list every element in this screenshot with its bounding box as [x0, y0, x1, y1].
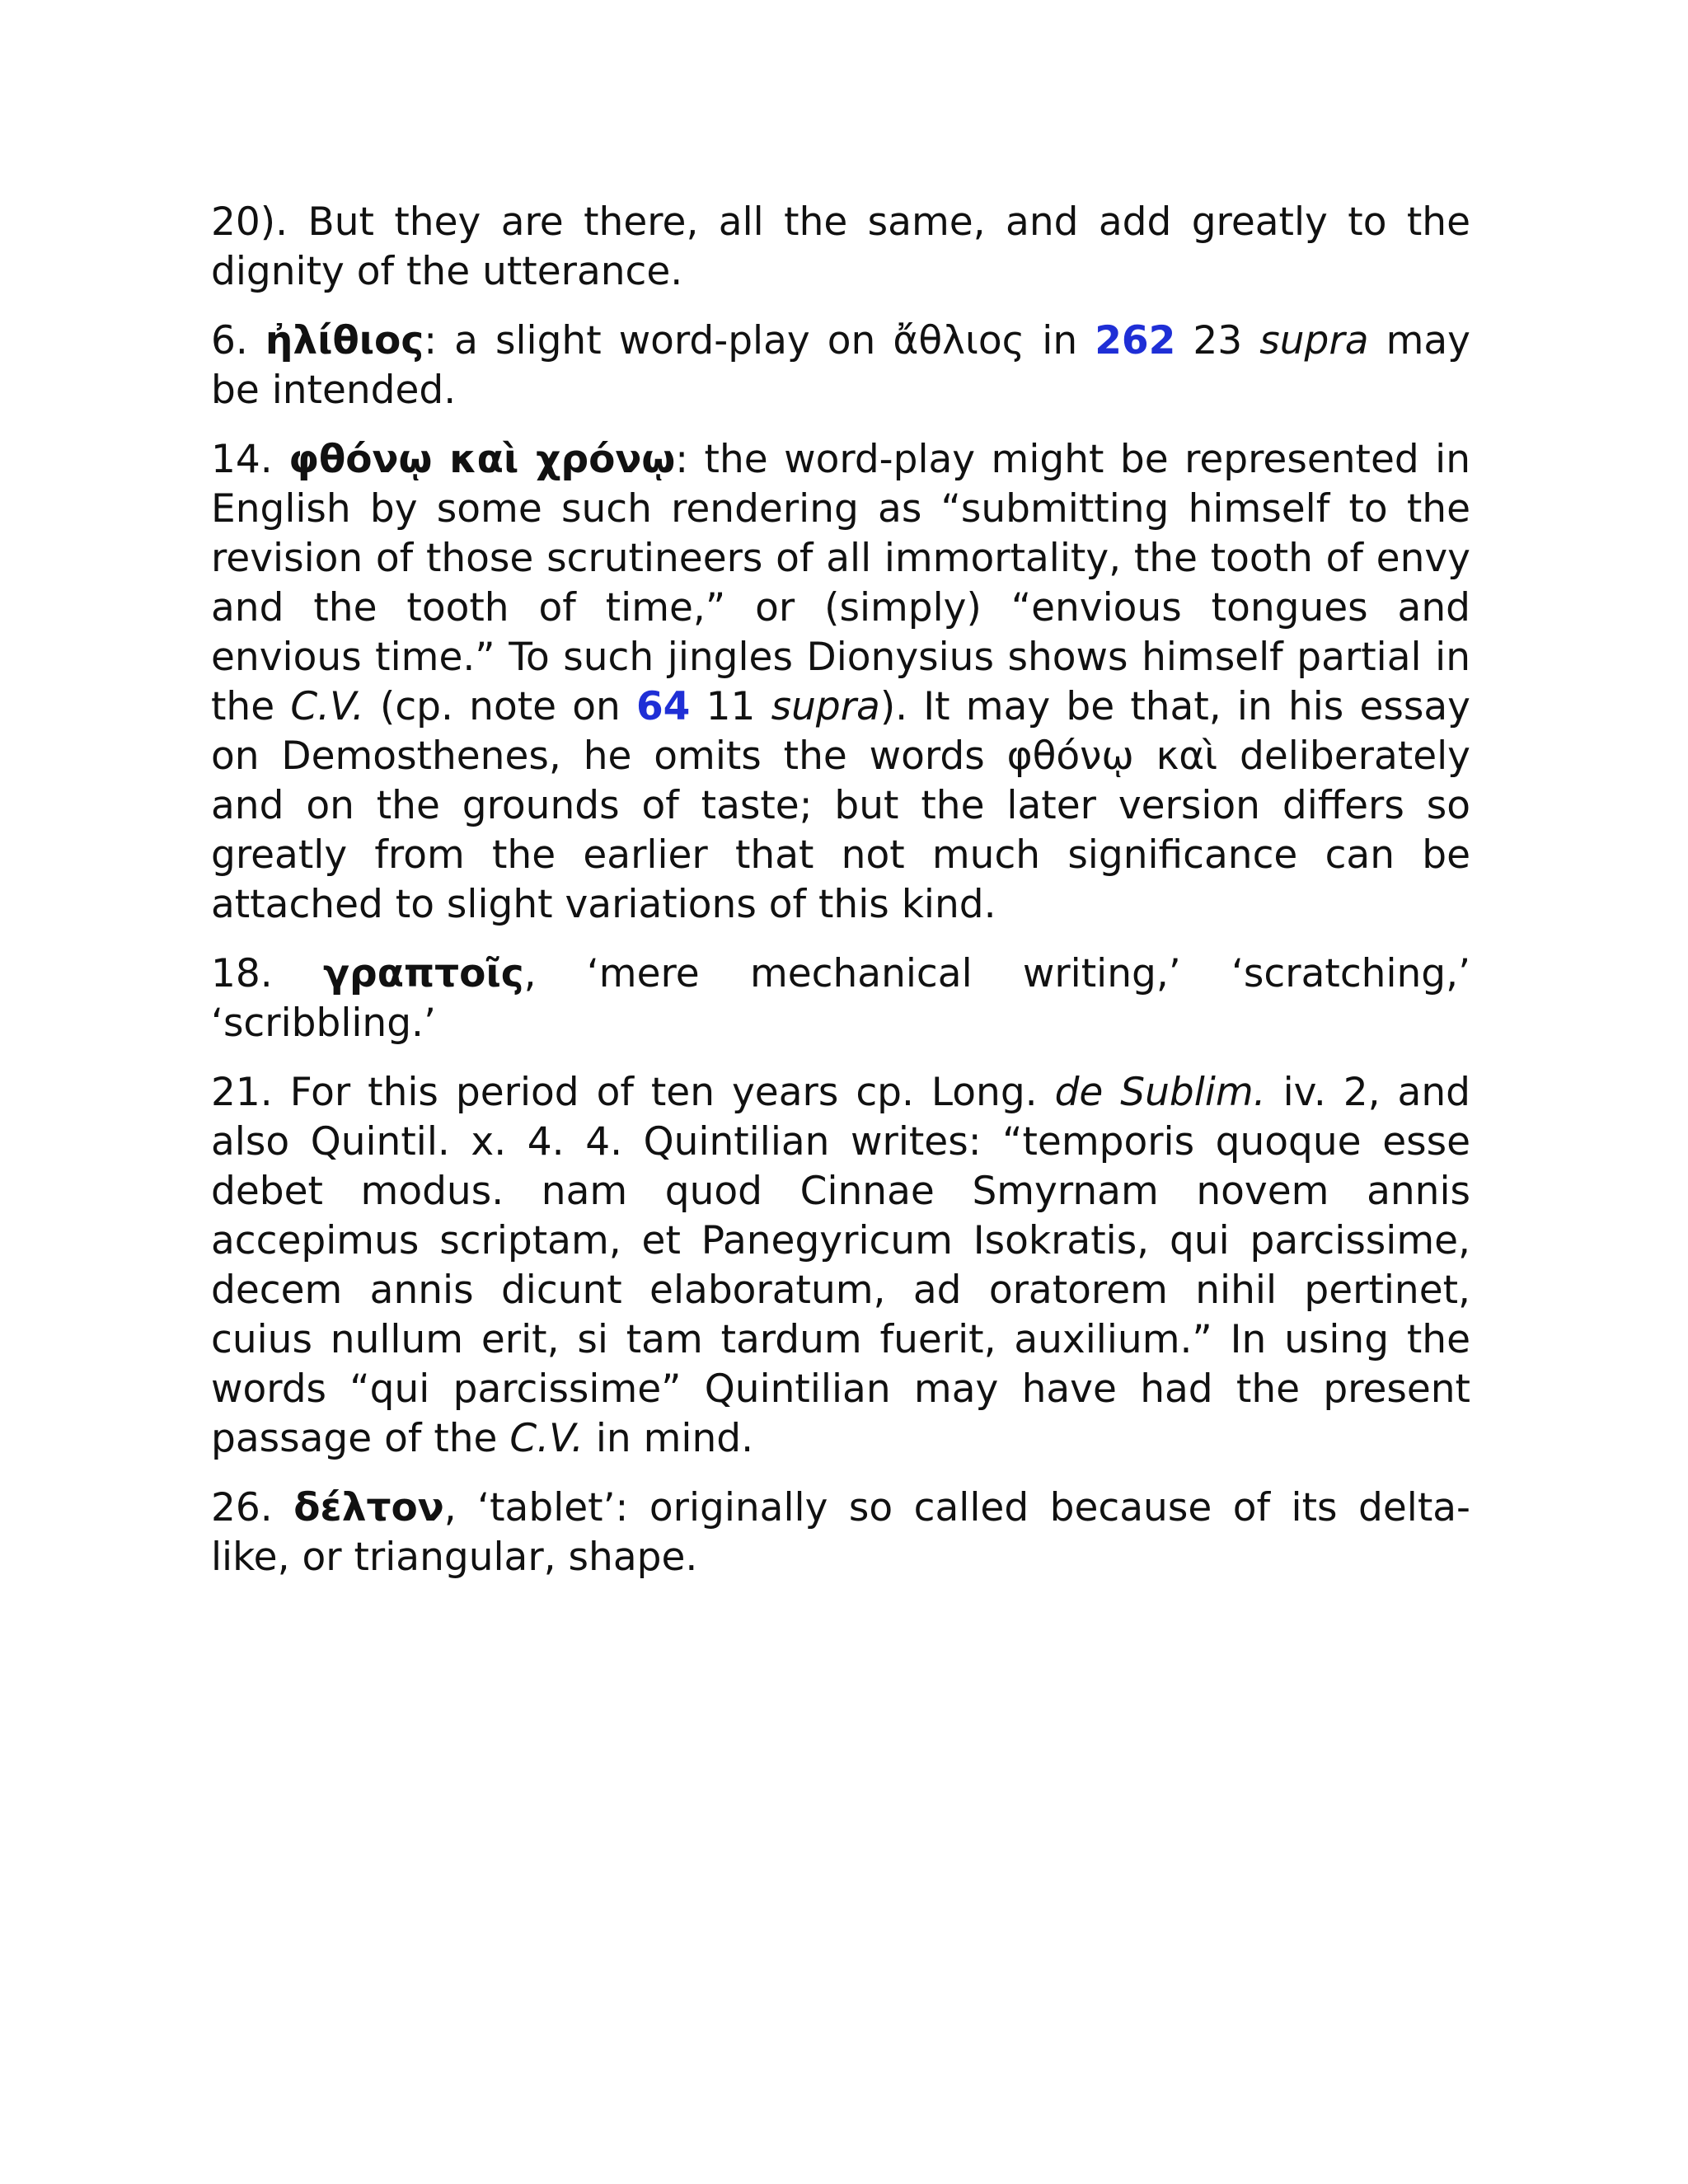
- note-14: [211, 435, 1470, 930]
- note-lemma: φθόνῳ καὶ χρόνῳ: [288, 437, 676, 482]
- note-text: , ‘tablet’: originally so called because of its delta-like, or triangular, shape.: [211, 1485, 1471, 1580]
- note-text: 23: [1175, 318, 1260, 363]
- note-text: 11: [690, 684, 771, 729]
- cross-reference-link[interactable]: 64: [635, 684, 691, 729]
- italic-work-title: de Sublim.: [1054, 1070, 1266, 1115]
- cross-reference-link[interactable]: 262: [1095, 318, 1176, 363]
- commentary-page: [211, 198, 1470, 1602]
- note-21: [211, 1068, 1470, 1464]
- italic-title: C.V.: [509, 1416, 584, 1461]
- paragraph-continuation: [211, 198, 1470, 297]
- note-text: : a slight word-play on ἄθλιος in: [424, 318, 1095, 363]
- note-text: 21. For this period of ten years cp. Long.: [211, 1070, 1055, 1115]
- note-lemma: γραπτοῖς: [323, 951, 524, 996]
- note-text: (cp. note on: [363, 684, 636, 729]
- italic-title: C.V.: [290, 684, 364, 729]
- note-text: may be intended.: [211, 318, 1470, 413]
- note-text: : the word-play might be represented in English by some such rendering as “submitting himself to the revision of those scrutineers of all immortality, the tooth of envy and the tooth of time,” or (simply) “envious tongues and envious time.” To such jingles Dionysius shows himself partial in the: [211, 437, 1471, 729]
- note-number: 26.: [211, 1485, 294, 1530]
- italic-supra: supra: [771, 684, 880, 729]
- note-number: 14.: [211, 437, 289, 482]
- note-text: in mind.: [583, 1416, 754, 1461]
- note-18: [211, 949, 1470, 1048]
- note-text: , ‘mere mechanical writing,’ ‘scratching,’ ‘scribbling.’: [211, 951, 1471, 1046]
- note-6: [211, 316, 1470, 415]
- note-text: ). It may be that, in his essay on Demosthenes, he omits the words φθόνῳ καὶ deliberately and on the grounds of taste; but the later version differs so greatly from the earlier that not much significance can be attached to slight variations of this kind.: [211, 684, 1470, 927]
- note-number: 6.: [211, 318, 265, 363]
- note-text: iv. 2, and also Quintil. x. 4. 4. Quintilian writes: “temporis quoque esse debet modus. nam quod Cinnae Smyrnam novem annis accepimus scriptam, et Panegyricum Isokratis, qui parcissime, decem annis dicunt elaboratum, ad oratorem nihil pertinet, cuius nullum erit, si tam tardum fuerit, auxilium.” In using the words “qui parcissime” Quintilian may have had the present passage of the: [211, 1070, 1470, 1461]
- paragraph-text: 20). But they are there, all the same, and add greatly to the dignity of the utterance.: [211, 199, 1470, 294]
- note-lemma: δέλτον: [293, 1485, 444, 1530]
- italic-supra: supra: [1259, 318, 1369, 363]
- note-lemma: ἠλίθιος: [265, 318, 424, 363]
- note-26: [211, 1483, 1470, 1582]
- note-number: 18.: [211, 951, 324, 996]
